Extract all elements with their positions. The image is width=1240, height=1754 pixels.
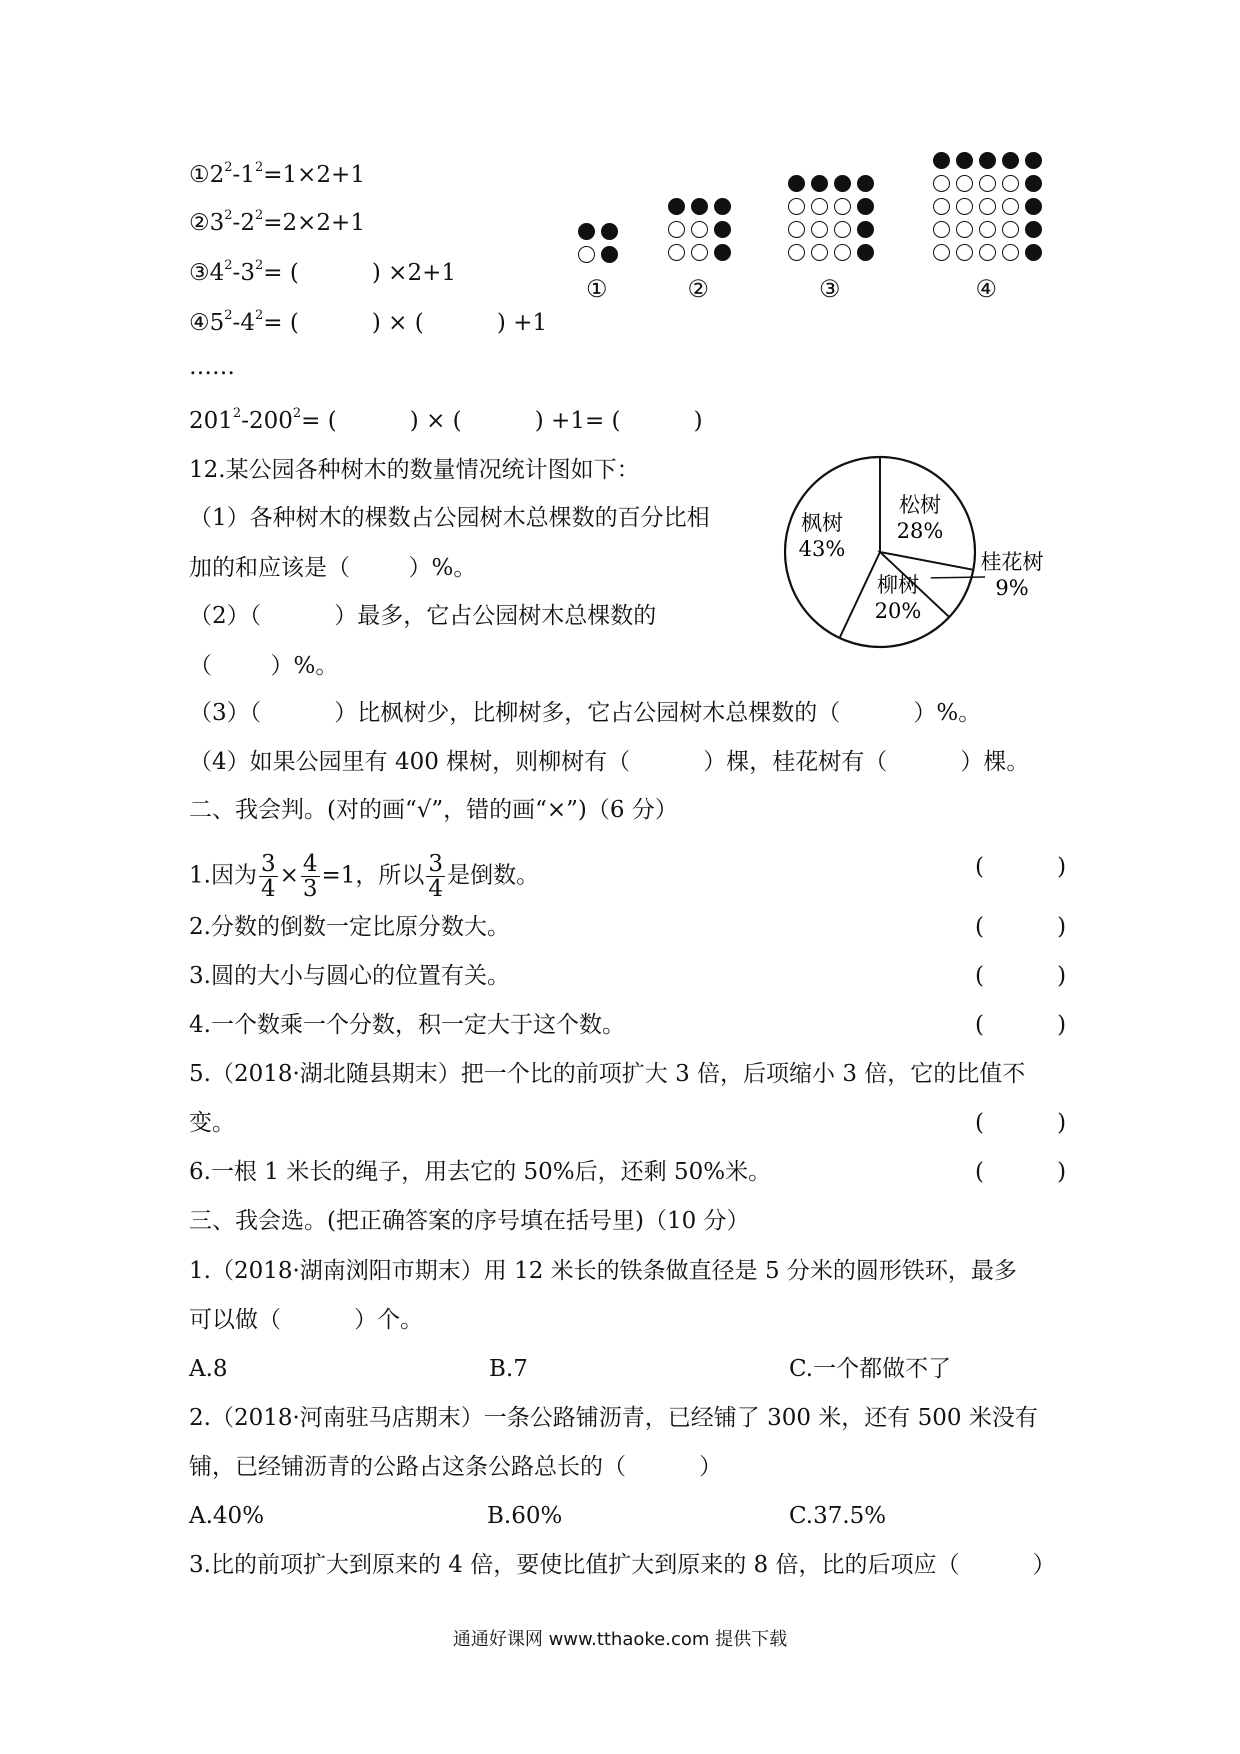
filled-dot — [1002, 152, 1019, 169]
equation-1: $①2^2-1^2=1\times 2+1$ — [189, 160, 365, 188]
filled-dot — [714, 198, 731, 215]
fraction-3-4: $\frac{3}{4}$ — [260, 851, 276, 902]
judge-q5-line2: 变。 — [189, 1110, 235, 1136]
hollow-dot — [956, 175, 973, 192]
hollow-dot — [834, 244, 851, 261]
hollow-dot — [788, 221, 805, 238]
filled-dot — [578, 223, 595, 240]
pie-slice-label: 桂花树 — [980, 550, 1044, 574]
q12-part1-line1: （1）各种树木的棵数占公园树木总棵数的百分比相 — [189, 505, 710, 531]
fraction-3-4: $\frac{3}{4}$ — [428, 851, 444, 902]
filled-dot — [811, 175, 828, 192]
hollow-dot — [1002, 244, 1019, 261]
hollow-dot — [691, 244, 708, 261]
choice-q2-line2: 铺，已经铺沥青的公路占这条公路总长的（ ） — [189, 1454, 723, 1480]
choice-q1-option-a: A.8 — [189, 1356, 228, 1382]
filled-dot — [714, 244, 731, 261]
answer-paren[interactable]: ( ) — [975, 1159, 1067, 1185]
dot-figure-label: ② — [687, 275, 710, 303]
hollow-dot — [578, 246, 595, 263]
choice-q1-line2: 可以做（ ）个。 — [189, 1307, 424, 1333]
hollow-dot — [1002, 175, 1019, 192]
q12-part4: （4）如果公园里有 400 棵树，则柳树有（ ）棵，桂花树有（ ）棵。 — [189, 749, 1030, 775]
dot-figure-label: ① — [586, 275, 608, 303]
pie-data-label: 28% — [896, 519, 944, 543]
judge-q3: 3.圆的大小与圆心的位置有关。 — [189, 963, 510, 989]
choice-q1-option-c: C.一个都做不了 — [789, 1356, 952, 1382]
equation-3: $③4^2-3^2=$ ( ) ×2+1 — [189, 258, 456, 286]
choice-q2-option-b: B.60% — [487, 1503, 563, 1529]
filled-dot — [933, 152, 950, 169]
hollow-dot — [956, 244, 973, 261]
section2-title: 二、我会判。(对的画“√”，错的画“×”)（6 分） — [189, 797, 678, 823]
footer-credit: 通通好课网 www.tthaoke.com 提供下载 — [452, 1629, 788, 1650]
hollow-dot — [1002, 198, 1019, 215]
hollow-dot — [668, 244, 685, 261]
hollow-dot — [979, 244, 996, 261]
filled-dot — [834, 175, 851, 192]
hollow-dot — [956, 198, 973, 215]
filled-dot — [857, 175, 874, 192]
filled-dot — [1025, 244, 1042, 261]
pie-slice-label: 松树 — [899, 493, 941, 517]
hollow-dot — [979, 175, 996, 192]
choice-q2-option-a: A.40% — [189, 1503, 265, 1529]
hollow-dot — [956, 221, 973, 238]
equation-4: $④5^2-4^2=$ ( ) × ( ) +1 — [189, 308, 548, 336]
q12-title: 12.某公园各种树木的数量情况统计图如下： — [189, 457, 640, 483]
choice-q1-line1: 1.（2018·湖南浏阳市期末）用 12 米长的铁条做直径是 5 分米的圆形铁环，最多 — [189, 1258, 1017, 1284]
dot-figure-label: ④ — [975, 275, 998, 303]
judge-q1: 1.因为 $\frac{3}{4}$ × $\frac{4}{3}$ =1，所以 $\frac{3}{4}$ 是倒数。 — [189, 851, 540, 902]
filled-dot — [788, 175, 805, 192]
judge-q2: 2.分数的倒数一定比原分数大。 — [189, 914, 510, 940]
pie-slice-label: 柳树 — [877, 573, 919, 597]
q12-part2-line1: （2）（ ）最多，它占公园树木总棵数的 — [189, 603, 657, 629]
hollow-dot — [834, 221, 851, 238]
q12-part1-line2: 加的和应该是（ ）%。 — [189, 555, 477, 581]
choice-q2-line1: 2.（2018·河南驻马店期末）一条公路铺沥青，已经铺了 300 米，还有 500 米没有 — [189, 1405, 1038, 1431]
filled-dot — [1025, 152, 1042, 169]
hollow-dot — [811, 198, 828, 215]
equation-5: $201^2-200^2=$ ( ) × ( ) +1= ( ) — [189, 406, 703, 434]
hollow-dot — [933, 198, 950, 215]
filled-dot — [1025, 221, 1042, 238]
hollow-dot — [834, 198, 851, 215]
choice-q3: 3.比的前项扩大到原来的 4 倍，要使比值扩大到原来的 8 倍，比的后项应（ ） — [189, 1552, 1056, 1578]
answer-paren[interactable]: ( ) — [975, 963, 1067, 989]
pie-data-label: 9% — [995, 576, 1029, 600]
hollow-dot — [933, 175, 950, 192]
judge-q5-line1: 5.（2018·湖北随县期末）把一个比的前项扩大 3 倍，后项缩小 3 倍，它的比值不 — [189, 1061, 1026, 1087]
hollow-dot — [979, 221, 996, 238]
pie-data-label: 20% — [874, 599, 922, 623]
dot-figure-label: ③ — [819, 275, 841, 303]
q12-part2-line2: （ ）%。 — [189, 653, 339, 679]
judge-q6: 6.一根 1 米长的绳子，用去它的 50%后，还剩 50%米。 — [189, 1159, 772, 1185]
fraction-4-3: $\frac{4}{3}$ — [302, 851, 318, 902]
judge-q4: 4.一个数乘一个分数，积一定大于这个数。 — [189, 1012, 625, 1038]
hollow-dot — [811, 221, 828, 238]
pie-slice-label: 枫树 — [801, 511, 843, 535]
ellipsis: …… — [189, 354, 235, 380]
filled-dot — [979, 152, 996, 169]
filled-dot — [956, 152, 973, 169]
hollow-dot — [788, 198, 805, 215]
filled-dot — [857, 198, 874, 215]
section3-title: 三、我会选。(把正确答案的序号填在括号里)（10 分） — [189, 1208, 750, 1234]
hollow-dot — [691, 221, 708, 238]
filled-dot — [691, 198, 708, 215]
hollow-dot — [1002, 221, 1019, 238]
pie-leader-line — [931, 577, 985, 578]
q12-part3: （3）（ ）比枫树少，比柳树多，它占公园树木总棵数的（ ）%。 — [189, 700, 982, 726]
answer-paren[interactable]: ( ) — [975, 1110, 1067, 1136]
hollow-dot — [788, 244, 805, 261]
answer-paren[interactable]: ( ) — [975, 854, 1067, 880]
choice-q1-option-b: B.7 — [489, 1356, 528, 1382]
filled-dot — [857, 244, 874, 261]
hollow-dot — [811, 244, 828, 261]
filled-dot — [601, 223, 618, 240]
hollow-dot — [933, 221, 950, 238]
filled-dot — [857, 221, 874, 238]
filled-dot — [601, 246, 618, 263]
hollow-dot — [933, 244, 950, 261]
filled-dot — [1025, 198, 1042, 215]
filled-dot — [1025, 175, 1042, 192]
equation-2: $②3^2-2^2=2\times 2+1$ — [189, 208, 365, 236]
pie-data-label: 43% — [798, 537, 846, 561]
filled-dot — [668, 198, 685, 215]
answer-paren[interactable]: ( ) — [975, 1012, 1067, 1038]
hollow-dot — [979, 198, 996, 215]
tree-pie-chart — [780, 452, 1050, 652]
filled-dot — [714, 221, 731, 238]
choice-q2-option-c: C.37.5% — [789, 1503, 887, 1529]
hollow-dot — [668, 221, 685, 238]
answer-paren[interactable]: ( ) — [975, 914, 1067, 940]
